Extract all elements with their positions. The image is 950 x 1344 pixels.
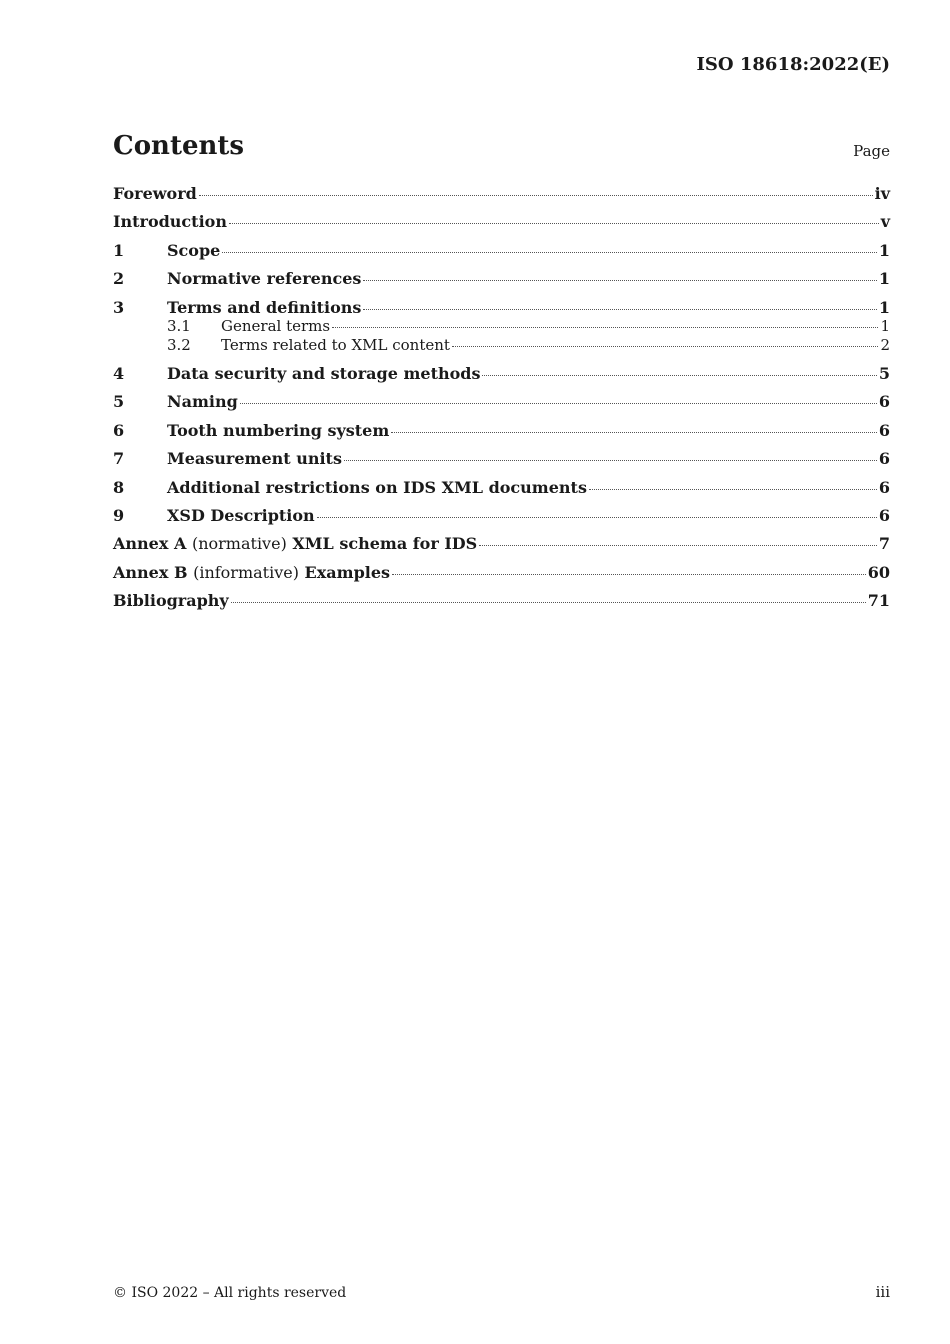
toc-number: 3 xyxy=(113,297,125,317)
leader-dots xyxy=(452,346,879,347)
leader-dots xyxy=(391,432,877,433)
toc-number: 8 xyxy=(113,477,125,497)
toc-page: 60 xyxy=(867,562,890,582)
annex-label: Annex B xyxy=(113,562,188,582)
leader-dots xyxy=(222,252,877,253)
toc-number: 3.1 xyxy=(167,316,191,335)
toc-page: 1 xyxy=(878,269,890,289)
toc-entry-6[interactable] xyxy=(113,421,890,440)
toc-number: 4 xyxy=(113,363,125,383)
annex-label: Annex A xyxy=(113,534,187,554)
toc-page: 6 xyxy=(878,449,890,469)
toc-title: Scope xyxy=(167,240,221,260)
leader-dots xyxy=(344,460,877,461)
toc-entry-foreword[interactable] xyxy=(113,184,890,203)
leader-dots xyxy=(479,545,877,546)
leader-dots xyxy=(482,375,876,376)
leader-dots xyxy=(199,195,873,196)
copyright-notice: © ISO 2022 – All rights reserved xyxy=(113,1285,347,1301)
toc-title: Tooth numbering system xyxy=(167,420,390,440)
toc-entry-9[interactable] xyxy=(113,506,890,525)
toc-entry-1[interactable] xyxy=(113,241,890,260)
leader-dots xyxy=(240,403,877,404)
toc-number: 7 xyxy=(113,449,125,469)
toc-title: XSD Description xyxy=(167,505,315,525)
leader-dots xyxy=(229,223,879,224)
toc-entry-annex-a[interactable] xyxy=(113,534,890,553)
toc-page: v xyxy=(880,212,890,232)
toc-number: 5 xyxy=(113,392,125,412)
toc-title: Additional restrictions on IDS XML documents xyxy=(167,477,587,497)
toc-title: Normative references xyxy=(167,269,362,289)
toc-page: 7 xyxy=(878,534,890,554)
toc-title: Introduction xyxy=(113,212,227,232)
toc-entry-3-2[interactable] xyxy=(113,336,890,355)
toc-entry-2[interactable] xyxy=(113,269,890,288)
annex-title: XML schema for IDS xyxy=(292,534,478,554)
toc-title: Bibliography xyxy=(113,591,229,611)
document-id: ISO 18618:2022(E) xyxy=(696,54,890,75)
toc-title: Terms and definitions xyxy=(167,297,362,317)
toc-page: 1 xyxy=(880,316,890,335)
toc-page: 6 xyxy=(878,420,890,440)
leader-dots xyxy=(317,517,877,518)
toc-entry-3-1[interactable] xyxy=(113,317,890,336)
toc-number: 6 xyxy=(113,420,125,440)
toc-title xyxy=(113,534,477,553)
page-column-label: Page xyxy=(853,142,890,160)
toc-number: 2 xyxy=(113,269,125,289)
leader-dots xyxy=(363,309,876,310)
toc-title: Terms related to XML content xyxy=(221,335,450,354)
toc-title: Foreword xyxy=(113,184,197,203)
toc-number: 3.2 xyxy=(167,335,191,354)
toc-entry-bibliography[interactable] xyxy=(113,591,890,610)
toc-entry-7[interactable] xyxy=(113,449,890,468)
toc-title: Measurement units xyxy=(167,449,342,469)
leader-dots xyxy=(332,327,878,328)
annex-kind: (informative) xyxy=(193,562,299,582)
toc-title: General terms xyxy=(221,316,331,335)
toc-page: 1 xyxy=(878,297,890,317)
toc-page: iv xyxy=(874,184,890,203)
toc-entry-3[interactable] xyxy=(113,298,890,317)
toc-entry-8[interactable] xyxy=(113,478,890,497)
annex-title: Examples xyxy=(304,562,391,582)
toc-number: 9 xyxy=(113,505,125,525)
toc-title: Naming xyxy=(167,392,238,412)
toc-entry-annex-b[interactable] xyxy=(113,563,890,582)
toc-title: Data security and storage methods xyxy=(167,363,481,383)
contents-heading: Contents xyxy=(113,131,245,161)
toc-entry-introduction[interactable] xyxy=(113,212,890,231)
toc-page: 5 xyxy=(878,363,890,383)
toc-page: 6 xyxy=(878,477,890,497)
toc-page: 2 xyxy=(880,335,890,354)
toc-number: 1 xyxy=(113,240,125,260)
leader-dots xyxy=(392,574,866,575)
toc-page: 1 xyxy=(878,240,890,260)
page-number: iii xyxy=(875,1283,890,1301)
toc-title xyxy=(113,563,390,582)
annex-kind: (normative) xyxy=(191,534,287,554)
leader-dots xyxy=(231,602,866,603)
toc-entry-5[interactable] xyxy=(113,392,890,411)
toc-page: 6 xyxy=(878,392,890,412)
table-of-contents xyxy=(113,184,890,610)
leader-dots xyxy=(363,280,876,281)
leader-dots xyxy=(589,489,877,490)
toc-entry-4[interactable] xyxy=(113,364,890,383)
toc-page: 71 xyxy=(867,591,890,611)
toc-page: 6 xyxy=(878,505,890,525)
